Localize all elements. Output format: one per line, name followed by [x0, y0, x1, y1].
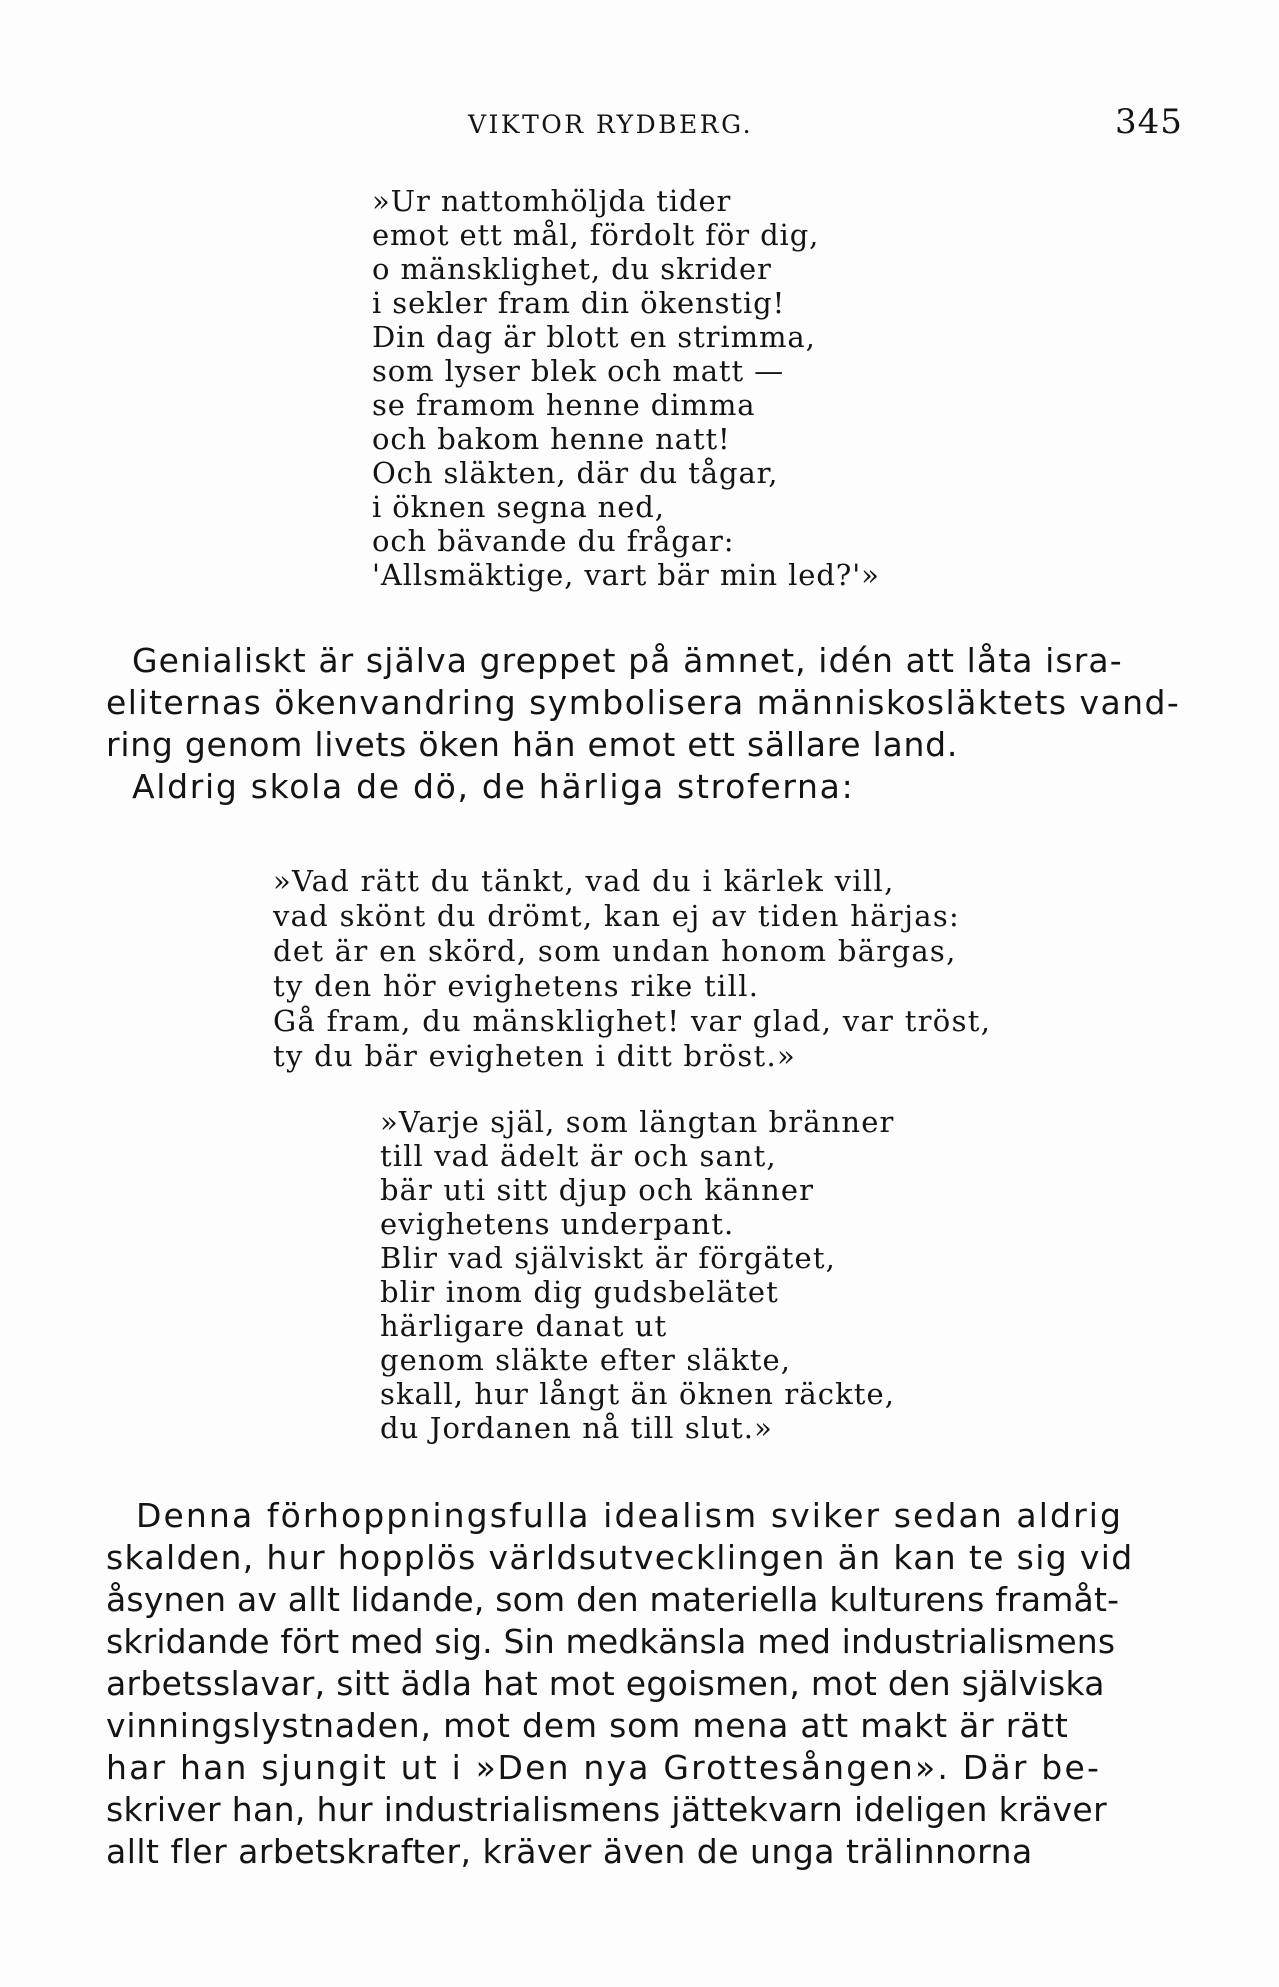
poem-line: Din dag är blott en strimma,	[372, 320, 816, 354]
running-head: VIKTOR RYDBERG.	[468, 110, 754, 139]
poem-line: vad skönt du drömt, kan ej av tiden härjas:	[273, 899, 961, 933]
poem-line: som lyser blek och matt —	[372, 354, 785, 388]
poem-line: till vad ädelt är och sant,	[380, 1139, 777, 1173]
prose-line: ring genom livets öken hän emot ett sällare land.	[106, 725, 959, 764]
prose-paragraph-2	[106, 1495, 1134, 1873]
poem-line: bär uti sitt djup och känner	[380, 1173, 815, 1207]
poem-stanza-3	[380, 1105, 895, 1445]
prose-line: allt fler arbetskrafter, kräver även de unga trälinnorna	[106, 1832, 1033, 1871]
poem-line: »Ur nattomhöljda tider	[372, 184, 732, 218]
prose-line: vinningslystnaden, mot dem som mena att makt är rätt	[106, 1706, 1069, 1745]
prose-line: skridande fört med sig. Sin medkänsla med industrialismens	[106, 1622, 1116, 1661]
prose-line: skriver han, hur industrialismens jättekvarn ideligen kräver	[106, 1790, 1107, 1829]
poem-line: Blir vad själviskt är förgätet,	[380, 1241, 836, 1275]
poem-line: blir inom dig gudsbelätet	[380, 1275, 779, 1309]
prose-line: Aldrig skola de dö, de härliga stroferna:	[132, 767, 855, 806]
poem-line: du Jordanen nå till slut.»	[380, 1411, 773, 1445]
prose-line: arbetsslavar, sitt ädla hat mot egoismen, mot den själviska	[106, 1664, 1105, 1703]
poem-line: se framom henne dimma	[372, 388, 756, 422]
prose-line: eliternas ökenvandring symbolisera människosläktets vand-	[106, 683, 1181, 722]
prose-line: Genialiskt är själva greppet på ämnet, idén att låta isra-	[132, 641, 1123, 680]
poem-line: Och släkten, där du tågar,	[372, 456, 779, 490]
poem-line: skall, hur långt än öknen räckte,	[380, 1377, 896, 1411]
poem-line: ty du bär evigheten i ditt bröst.»	[273, 1039, 797, 1073]
poem-line: evighetens underpant.	[380, 1207, 735, 1241]
poem-stanza-1	[372, 184, 880, 592]
poem-line: det är en skörd, som undan honom bärgas,	[273, 934, 957, 968]
poem-line: »Vad rätt du tänkt, vad du i kärlek vill,	[273, 864, 895, 898]
poem-line: och bävande du frågar:	[372, 524, 735, 558]
poem-line: genom släkte efter släkte,	[380, 1343, 792, 1377]
prose-line: skalden, hur hopplös världsutvecklingen än kan te sig vid	[106, 1538, 1134, 1577]
page-number: 345	[1115, 102, 1183, 142]
poem-stanza-2	[273, 864, 991, 1074]
poem-line: och bakom henne natt!	[372, 422, 731, 456]
poem-line: i sekler fram din ökenstig!	[372, 286, 786, 320]
poem-line: »Varje själ, som längtan bränner	[380, 1105, 895, 1139]
prose-line: har han sjungit ut i »Den nya Grottesången». Där be-	[106, 1748, 1102, 1787]
poem-line: emot ett mål, fördolt för dig,	[372, 218, 820, 252]
page-header	[0, 102, 1279, 150]
prose-line: Denna förhoppningsfulla idealism sviker sedan aldrig	[136, 1496, 1124, 1535]
poem-line: Gå fram, du mänsklighet! var glad, var tröst,	[273, 1004, 992, 1038]
poem-line: 'Allsmäktige, vart bär min led?'»	[372, 558, 880, 592]
poem-line: o mänsklighet, du skrider	[372, 252, 772, 286]
poem-line: ty den hör evighetens rike till.	[273, 969, 760, 1003]
poem-line: härligare danat ut	[380, 1309, 668, 1343]
poem-line: i öknen segna ned,	[372, 490, 665, 524]
prose-paragraph-1	[106, 640, 1180, 808]
prose-line: åsynen av allt lidande, som den materiella kulturens framåt-	[106, 1580, 1120, 1619]
